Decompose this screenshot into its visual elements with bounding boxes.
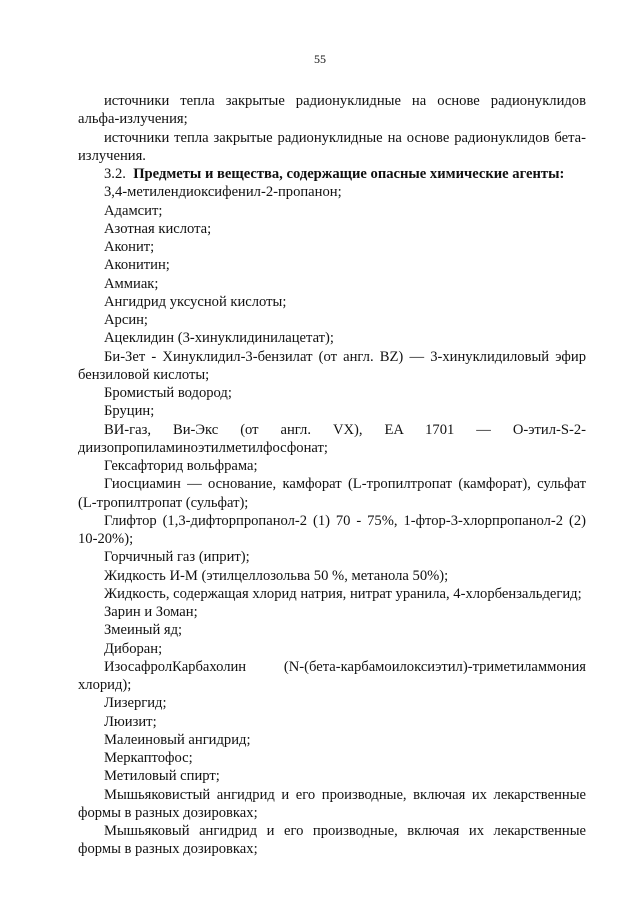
list-item: Метиловый спирт;: [104, 768, 220, 785]
list-item: ИзосафролКарбахолин (N-(бета-карбамоилоксиэтил)-триметиламмония хлорид);: [78, 658, 586, 693]
page-number: 55: [314, 52, 326, 66]
list-item: Адамсит;: [104, 202, 163, 219]
section-number: 3.2.: [104, 166, 126, 182]
list-item: 3,4-метилендиоксифенил-2-пропанон;: [104, 184, 342, 201]
list-item: Змеиный яд;: [104, 622, 183, 639]
list-item: Лизергид;: [104, 695, 167, 712]
list-item: Ангидрид уксусной кислоты;: [104, 293, 287, 310]
list-item: Жидкость, содержащая хлорид натрия, нитрат уранила, 4-хлорбензальдегид;: [104, 585, 582, 602]
list-item: Гиосциамин — основание, камфорат (L-тропилтропат (камфорат), сульфат (L-тропилтропат (сульфат);: [78, 476, 586, 511]
paragraph-heat-sources-alpha: источники тепла закрытые радионуклидные на основе радионуклидов альфа-излучения;: [78, 93, 586, 128]
list-item: Азотная кислота;: [104, 220, 212, 237]
list-item: Би-Зет - Хинуклидил-3-бензилат (от англ. BZ) — 3-хинуклидиловый эфир бензиловой кислоты;: [78, 348, 586, 383]
list-item: Глифтор (1,3-дифторпропанол-2 (1) 70 - 75%, 1-фтор-3-хлорпропанол-2 (2) 10-20%);: [78, 512, 586, 547]
document-body: [78, 92, 586, 859]
list-item: Мышьяковистый ангидрид и его производные, включая их лекарственные формы в разных дозировках;: [78, 786, 586, 821]
list-item: Мышьяковый ангидрид и его производные, включая их лекарственные формы в разных дозировках;: [78, 823, 586, 858]
list-item: Малеиновый ангидрид;: [104, 731, 251, 748]
list-item: Диборан;: [104, 640, 163, 657]
list-item: Горчичный газ (иприт);: [104, 549, 250, 566]
section-heading: [78, 165, 586, 183]
list-item: Аммиак;: [104, 275, 159, 292]
list-item: Аконитин;: [104, 257, 170, 274]
list-item: Зарин и Зоман;: [104, 604, 198, 620]
list-item: Гексафторид вольфрама;: [104, 458, 258, 474]
list-item: Жидкость И-М (этилцеллозольва 50 %, метанола 50%);: [104, 567, 449, 584]
list-item: Меркаптофос;: [104, 750, 193, 766]
list-item: Бромистый водород;: [104, 385, 232, 401]
paragraph-heat-sources-beta: источники тепла закрытые радионуклидные на основе радионуклидов бета-излучения.: [78, 129, 586, 164]
list-item: Арсин;: [104, 312, 148, 328]
section-title: Предметы и вещества, содержащие опасные химические агенты:: [133, 166, 565, 182]
list-item: Аконит;: [104, 239, 155, 255]
list-item: Ацеклидин (3-хинуклидинилацетат);: [104, 330, 334, 347]
list-item: ВИ-газ, Ви-Экс (от англ. VX), EA 1701 — О-этил-S-2-диизопропиламиноэтилметилфосфонат;: [78, 421, 586, 456]
list-item: Бруцин;: [104, 403, 155, 420]
list-item: Люизит;: [104, 713, 157, 730]
